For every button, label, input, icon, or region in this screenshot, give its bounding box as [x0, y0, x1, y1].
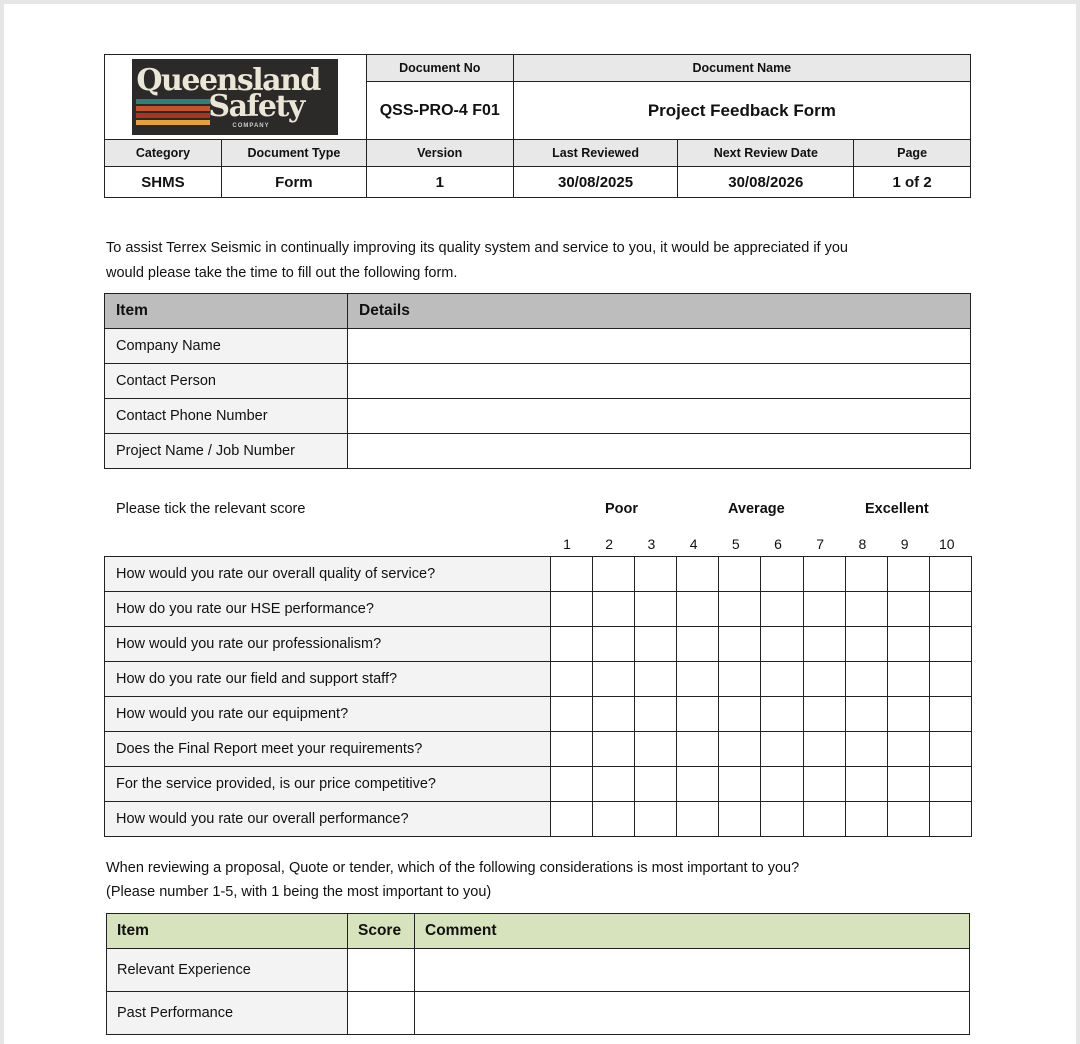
version-label: Version	[366, 140, 513, 167]
score-number-10: 10	[939, 536, 955, 552]
table-row	[105, 592, 972, 627]
score-checkbox-8[interactable]	[845, 627, 887, 662]
score-field[interactable]	[348, 949, 415, 992]
score-checkbox-1[interactable]	[551, 732, 593, 767]
score-checkbox-3[interactable]	[635, 767, 677, 802]
score-number-2: 2	[605, 536, 614, 552]
score-checkbox-9[interactable]	[887, 767, 929, 802]
score-checkbox-4[interactable]	[677, 802, 719, 837]
score-checkbox-6[interactable]	[761, 767, 803, 802]
score-checkbox-6[interactable]	[761, 592, 803, 627]
score-checkbox-6[interactable]	[761, 697, 803, 732]
score-checkbox-5[interactable]	[719, 627, 761, 662]
score-checkbox-6[interactable]	[761, 662, 803, 697]
score-number-1: 1	[563, 536, 571, 552]
score-checkbox-5[interactable]	[719, 662, 761, 697]
score-checkbox-5[interactable]	[719, 592, 761, 627]
table-row	[107, 949, 970, 992]
item-header: Item	[105, 294, 348, 329]
score-checkbox-1[interactable]	[551, 557, 593, 592]
score-checkbox-3[interactable]	[635, 662, 677, 697]
score-number-7: 7	[816, 536, 825, 552]
score-checkbox-4[interactable]	[677, 697, 719, 732]
score-checkbox-2[interactable]	[593, 627, 635, 662]
score-checkbox-9[interactable]	[887, 662, 929, 697]
document-name-label: Document Name	[513, 55, 970, 82]
table-row	[105, 627, 972, 662]
rating-question: Does the Final Report meet your requirements?	[105, 732, 551, 767]
score-checkbox-3[interactable]	[635, 802, 677, 837]
level-excellent: Excellent	[865, 501, 929, 517]
score-checkbox-10[interactable]	[929, 557, 971, 592]
score-checkbox-2[interactable]	[593, 662, 635, 697]
company-name-label: Company Name	[105, 329, 348, 364]
table-row	[105, 732, 972, 767]
rating-question: How would you rate our overall performance?	[105, 802, 551, 837]
score-number-4: 4	[689, 536, 698, 552]
score-checkbox-4[interactable]	[677, 662, 719, 697]
score-header: Score	[348, 914, 415, 949]
score-checkbox-7[interactable]	[803, 627, 845, 662]
rating-question: How do you rate our field and support staff?	[105, 662, 551, 697]
score-checkbox-5[interactable]	[719, 732, 761, 767]
score-checkbox-3[interactable]	[635, 557, 677, 592]
score-number-3: 3	[647, 536, 656, 552]
score-checkbox-6[interactable]	[761, 627, 803, 662]
details-header: Details	[348, 294, 971, 329]
document-no: QSS-PRO-4 F01	[366, 82, 513, 140]
score-checkbox-1[interactable]	[551, 592, 593, 627]
score-checkbox-4[interactable]	[677, 732, 719, 767]
document-type-label: Document Type	[221, 140, 366, 167]
score-checkbox-10[interactable]	[929, 662, 971, 697]
last-reviewed-label: Last Reviewed	[513, 140, 678, 167]
score-checkbox-9[interactable]	[887, 802, 929, 837]
score-checkbox-7[interactable]	[803, 802, 845, 837]
score-checkbox-3[interactable]	[635, 697, 677, 732]
consideration-label: Relevant Experience	[107, 949, 348, 992]
category-value: SHMS	[105, 167, 222, 198]
table-row	[105, 697, 972, 732]
score-checkbox-3[interactable]	[635, 732, 677, 767]
document-header-table	[104, 54, 971, 198]
score-checkbox-8[interactable]	[845, 767, 887, 802]
intro-line-2: would please take the time to fill out the following form.	[106, 265, 458, 281]
next-review-label: Next Review Date	[678, 140, 854, 167]
score-checkbox-6[interactable]	[761, 557, 803, 592]
level-poor: Poor	[605, 501, 639, 517]
score-checkbox-8[interactable]	[845, 732, 887, 767]
next-review-value: 30/08/2026	[678, 167, 854, 198]
company-name-field[interactable]	[348, 329, 971, 364]
score-checkbox-1[interactable]	[551, 802, 593, 837]
score-checkbox-2[interactable]	[593, 697, 635, 732]
score-checkbox-8[interactable]	[845, 697, 887, 732]
score-checkbox-1[interactable]	[551, 627, 593, 662]
table-row	[105, 364, 971, 399]
comment-field[interactable]	[415, 949, 970, 992]
last-reviewed-value: 30/08/2025	[513, 167, 678, 198]
score-checkbox-4[interactable]	[677, 767, 719, 802]
score-checkbox-4[interactable]	[677, 592, 719, 627]
score-checkbox-3[interactable]	[635, 592, 677, 627]
level-average: Average	[728, 501, 785, 517]
score-checkbox-3[interactable]	[635, 627, 677, 662]
table-row	[105, 662, 972, 697]
version-value: 1	[366, 167, 513, 198]
rating-question: How would you rate our professionalism?	[105, 627, 551, 662]
score-checkbox-1[interactable]	[551, 767, 593, 802]
table-row	[105, 329, 971, 364]
rating-table	[104, 556, 972, 837]
score-checkbox-2[interactable]	[593, 557, 635, 592]
project-name-label: Project Name / Job Number	[105, 434, 348, 469]
considerations-text-1: When reviewing a proposal, Quote or tender, which of the following considerations is most important to you?	[106, 860, 800, 876]
score-checkbox-9[interactable]	[887, 557, 929, 592]
rating-question: How would you rate our equipment?	[105, 697, 551, 732]
score-checkbox-8[interactable]	[845, 662, 887, 697]
score-checkbox-5[interactable]	[719, 767, 761, 802]
table-row	[105, 767, 972, 802]
rating-question: For the service provided, is our price competitive?	[105, 767, 551, 802]
category-label: Category	[105, 140, 222, 167]
rating-question: How would you rate our overall quality of service?	[105, 557, 551, 592]
rating-instruction: Please tick the relevant score	[116, 501, 306, 517]
score-checkbox-8[interactable]	[845, 557, 887, 592]
score-checkbox-7[interactable]	[803, 557, 845, 592]
contact-info-table	[104, 293, 971, 469]
score-checkbox-2[interactable]	[593, 732, 635, 767]
score-checkbox-9[interactable]	[887, 697, 929, 732]
score-checkbox-9[interactable]	[887, 732, 929, 767]
score-checkbox-1[interactable]	[551, 662, 593, 697]
score-checkbox-1[interactable]	[551, 697, 593, 732]
project-name-field[interactable]	[348, 434, 971, 469]
score-checkbox-6[interactable]	[761, 732, 803, 767]
score-checkbox-4[interactable]	[677, 557, 719, 592]
score-checkbox-10[interactable]	[929, 767, 971, 802]
considerations-table	[106, 913, 970, 1035]
item-header: Item	[107, 914, 348, 949]
considerations-text-2: (Please number 1-5, with 1 being the most important to you)	[106, 884, 492, 900]
comment-header: Comment	[415, 914, 970, 949]
table-row	[105, 557, 972, 592]
score-checkbox-7[interactable]	[803, 697, 845, 732]
score-checkbox-7[interactable]	[803, 592, 845, 627]
contact-person-field[interactable]	[348, 364, 971, 399]
rating-question: How do you rate our HSE performance?	[105, 592, 551, 627]
score-checkbox-5[interactable]	[719, 557, 761, 592]
page-label: Page	[854, 140, 971, 167]
consideration-label: Past Performance	[107, 992, 348, 1035]
score-checkbox-8[interactable]	[845, 592, 887, 627]
score-checkbox-7[interactable]	[803, 767, 845, 802]
score-checkbox-9[interactable]	[887, 592, 929, 627]
company-logo: Queensland Safety COMPANY	[132, 59, 338, 135]
score-checkbox-8[interactable]	[845, 802, 887, 837]
score-number-9: 9	[900, 536, 909, 552]
score-checkbox-10[interactable]	[929, 732, 971, 767]
contact-phone-label: Contact Phone Number	[105, 399, 348, 434]
page-value: 1 of 2	[854, 167, 971, 198]
score-checkbox-6[interactable]	[761, 802, 803, 837]
score-number-6: 6	[774, 536, 782, 552]
intro-line-1: To assist Terrex Seismic in continually improving its quality system and service to you, it would be appreciated if you	[106, 240, 848, 256]
score-checkbox-10[interactable]	[929, 697, 971, 732]
table-row	[105, 802, 972, 837]
document-no-label: Document No	[366, 55, 513, 82]
score-checkbox-10[interactable]	[929, 802, 971, 837]
table-row	[105, 399, 971, 434]
score-checkbox-2[interactable]	[593, 802, 635, 837]
contact-phone-field[interactable]	[348, 399, 971, 434]
score-checkbox-2[interactable]	[593, 767, 635, 802]
score-number-5: 5	[731, 536, 740, 552]
score-checkbox-9[interactable]	[887, 627, 929, 662]
score-field[interactable]	[348, 992, 415, 1035]
table-row	[105, 434, 971, 469]
score-checkbox-10[interactable]	[929, 627, 971, 662]
score-checkbox-5[interactable]	[719, 802, 761, 837]
score-checkbox-2[interactable]	[593, 592, 635, 627]
score-checkbox-7[interactable]	[803, 662, 845, 697]
document-name: Project Feedback Form	[513, 82, 970, 140]
score-checkbox-10[interactable]	[929, 592, 971, 627]
table-row	[107, 992, 970, 1035]
document-type-value: Form	[221, 167, 366, 198]
score-checkbox-4[interactable]	[677, 627, 719, 662]
logo-cell	[105, 55, 367, 140]
score-checkbox-7[interactable]	[803, 732, 845, 767]
score-number-8: 8	[858, 536, 867, 552]
score-checkbox-5[interactable]	[719, 697, 761, 732]
comment-field[interactable]	[415, 992, 970, 1035]
contact-person-label: Contact Person	[105, 364, 348, 399]
